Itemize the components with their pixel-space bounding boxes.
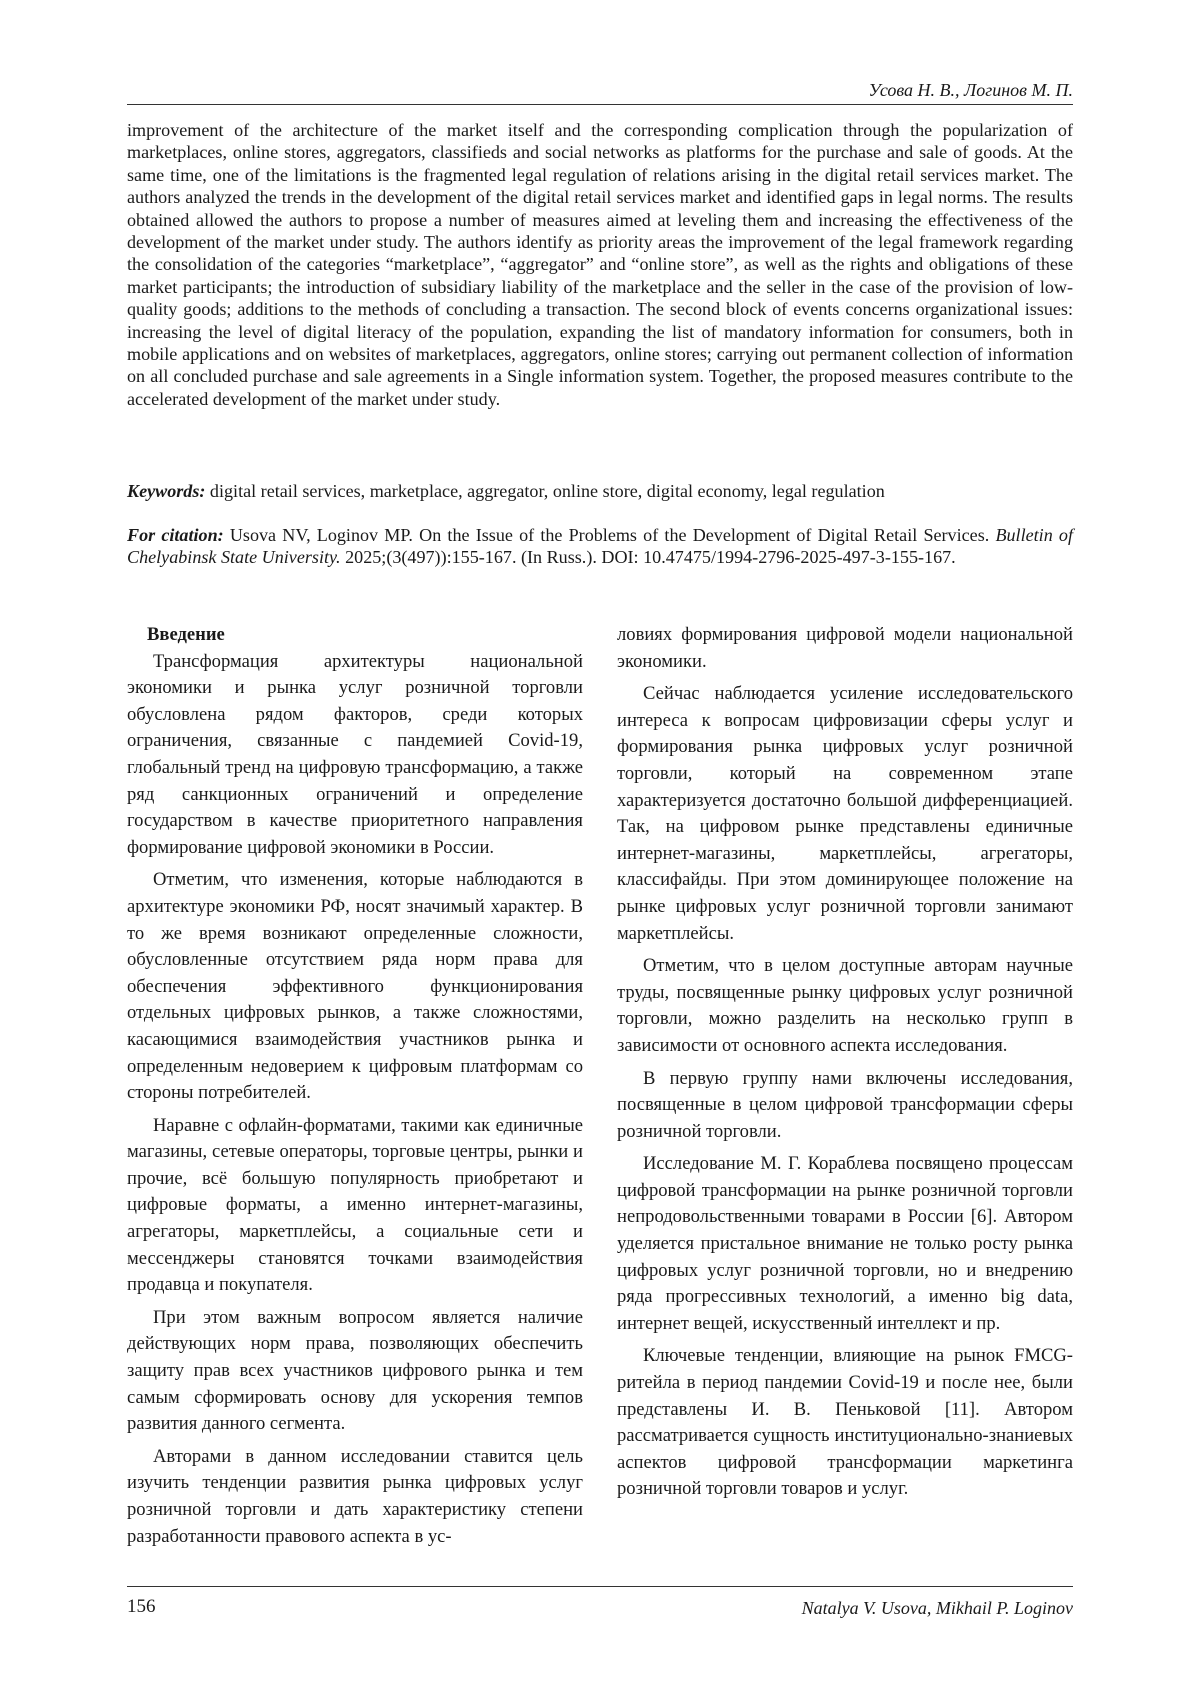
citation-details: 2025;(3(497)):155-167. (In Russ.). DOI: 10.47475/1994-2796-2025-497-3-155-167. — [340, 547, 956, 568]
section-heading: Введение — [147, 624, 225, 645]
running-head: Усова Н. В., Логинов М. П. — [868, 80, 1073, 100]
abstract-text: improvement of the architecture of the market itself and the corresponding complication through the popularization of marketplaces, online stores, aggregators, classifieds and social networks as platforms for the purchase and sale of goods. At the same time, one of the limitations is the fragmented legal regulation of relations arising in the digital retail services market. The authors analyzed the trends in the development of the digital retail services market and identified gaps in legal norms. The results obtained allowed the authors to propose a number of measures aimed at leveling them and increasing the effectiveness of the development of the market under study. The authors identify as priority areas the improvement of the legal framework regarding the consolidation of the categories “marketplace”, “aggregator” and “online store”, as well as the rights and obligations of these market participants; the introduction of subsidiary liability of the marketplace and the seller in the case of the provision of low-quality goods; additions to the methods of concluding a transaction. The second block of events concerns organizational issues: increasing the level of digital literacy of the population, expanding the list of mandatory information for consumers, both in mobile applications and on websites of marketplaces, aggregators, online stores; carrying out permanent collection of information on all concluded purchase and sale agreements in a Single information system. Together, the proposed measures contribute to the accelerated development of the market under study. — [127, 120, 1073, 409]
body-paragraph: В первую группу нами включены исследования, посвященные в целом цифровой трансформации сферы розничной торговли. — [617, 1067, 1073, 1142]
body-paragraph: Отметим, что в целом доступные авторам научные труды, посвященные рынку цифровых услуг розничной торговли, можно разделить на несколько групп в зависимости от основного аспекта исследования. — [617, 955, 1073, 1056]
body-paragraph: Отметим, что изменения, которые наблюдаются в архитектуре экономики РФ, носят значимый характер. В то же время возникают определенные сложности, обусловленные отсутствием ряда норм права для обеспечения эффективного функционирования отдельных цифровых рынков, а также сложностями, касающимися взаимодействия участников рынка и определенным недоверием к цифровым платформам со стороны потребителей. — [127, 869, 583, 1104]
footer-authors: Natalya V. Usova, Mikhail P. Loginov — [801, 1598, 1073, 1618]
header-rule — [127, 104, 1073, 105]
body-paragraph: Авторами в данном исследовании ставится цель изучить тенденции развития рынка цифровых услуг розничной торговли и дать характеристику степени разработанности правового аспекта в ус- — [127, 1445, 583, 1547]
citation — [127, 524, 1073, 569]
body-paragraph: При этом важным вопросом является наличие действующих норм права, позволяющих обеспечить защиту прав всех участников цифрового рынка и тем самым сформировать основу для ускорения темпов развития данного сегмента. — [127, 1306, 583, 1435]
body-paragraph: Трансформация архитектуры национальной экономики и рынка услуг розничной торговли обусловлена рядом факторов, среди которых ограничения, связанные с пандемией Covid-19, глобальный тренд на цифровую трансформацию, а также ряд санкционных ограничений и определение государством в качестве приоритетного направления формирование цифровой экономики в России. — [127, 650, 583, 858]
keywords-label: Keywords: — [127, 481, 206, 501]
citation-journal: Bulletin of Chelyabinsk State University. — [127, 525, 1073, 568]
body-paragraph: Ключевые тенденции, влияющие на рынок FMCG-ритейла в период пандемии Covid-19 и после нее, были представлены И. В. Пеньковой [11]. Автором рассматривается сущность институционально-знаниевых аспектов цифровой трансформации маркетинга розничной торговли товаров и услуг. — [617, 1345, 1073, 1500]
citation-authors-title: Usova NV, Loginov MP. On the Issue of the Problems of the Development of Digital Retail Services. — [223, 525, 996, 545]
body-paragraph: Сейчас наблюдается усиление исследовательского интереса к вопросам цифровизации сферы услуг и формирования рынка цифровых услуг розничной торговли, который на современном этапе характеризуется достаточно большой дифференциацией. Так, на цифровом рынке представлены единичные интернет-магазины, маркетплейсы, агрегаторы, классифайды. При этом доминирующее положение на рынке цифровых услуг розничной торговли занимают маркетплейсы. — [617, 683, 1073, 944]
keywords-text: digital retail services, marketplace, aggregator, online store, digital economy, legal regulation — [205, 481, 885, 501]
page-number: 156 — [127, 1596, 156, 1617]
body-paragraph: Исследование М. Г. Кораблева посвящено процессам цифровой трансформации на рынке розничной торговли непродовольственными товарами в России [6]. Автором уделяется пристальное внимание не только росту рынка цифровых услуг розничной торговли, но и внедрению ряда прогрессивных технологий, а именно big data, интернет вещей, искусственный интеллект и пр. — [617, 1153, 1073, 1334]
citation-label: For citation: — [127, 525, 224, 545]
keywords — [127, 480, 1073, 502]
body-paragraph: Наравне с офлайн-форматами, такими как единичные магазины, сетевые операторы, торговые центры, рынки и прочие, всё большую популярность приобретают и цифровые форматы, а именно интернет-магазины, агрегаторы, маркетплейсы, а социальные сети и мессенджеры становятся точками взаимодействия продавца и покупателя. — [127, 1114, 583, 1296]
column-left — [127, 622, 583, 1556]
column-right — [617, 622, 1073, 1509]
body-paragraph-continued: ловиях формирования цифровой модели национальной экономики. — [617, 624, 1073, 672]
footer-rule — [127, 1586, 1073, 1587]
